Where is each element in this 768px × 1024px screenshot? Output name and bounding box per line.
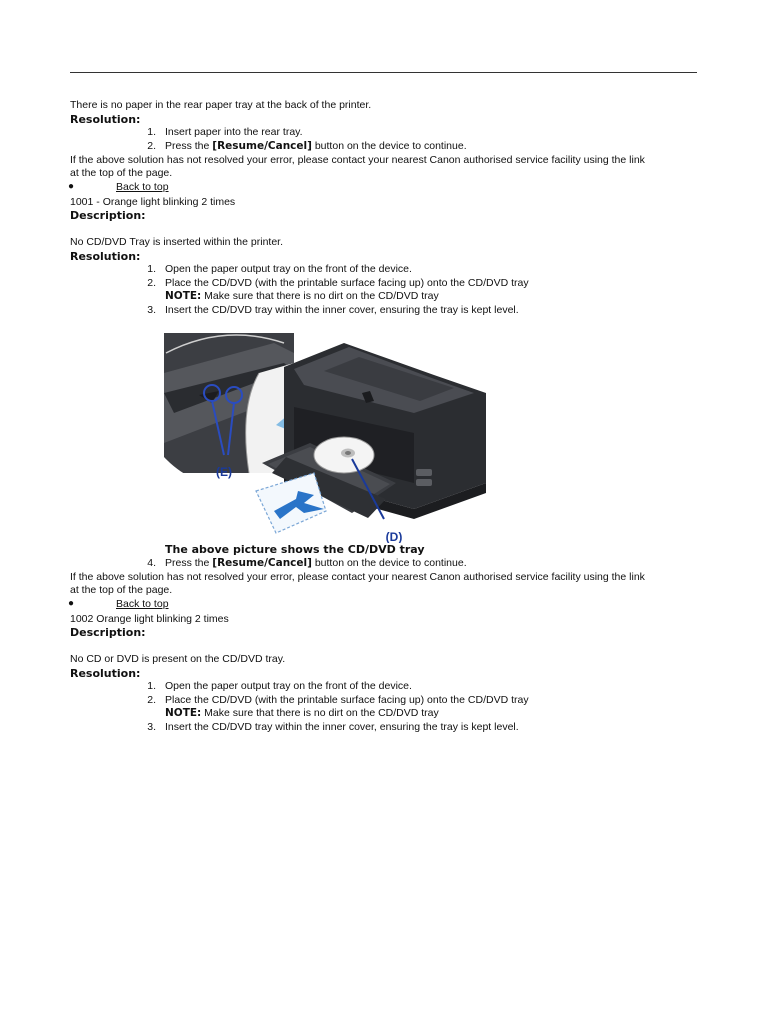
step-number: 3. xyxy=(147,304,156,316)
back-to-top-link[interactable]: Back to top xyxy=(116,598,169,610)
cd-dvd-tray-illustration xyxy=(164,333,488,543)
step-text: Insert paper into the rear tray. xyxy=(165,126,303,138)
top-divider xyxy=(70,72,697,73)
resume-cancel-label: [Resume/Cancel] xyxy=(212,140,312,152)
step-number: 1. xyxy=(147,680,156,692)
step-text: Open the paper output tray on the front of the device. xyxy=(165,263,412,275)
step-text: Press the [Resume/Cancel] button on the device to continue. xyxy=(165,557,467,569)
note-text: NOTE: Make sure that there is no dirt on the CD/DVD tray xyxy=(165,707,439,719)
resolution-heading: Resolution: xyxy=(70,667,141,680)
resolution-heading: Resolution: xyxy=(70,250,141,263)
contact-text: If the above solution has not resolved your error, please contact your nearest Canon authorised service facility using the link xyxy=(70,571,645,583)
step-text: Place the CD/DVD (with the printable surface facing up) onto the CD/DVD tray xyxy=(165,694,529,706)
resolution-heading: Resolution: xyxy=(70,113,141,126)
step-number: 3. xyxy=(147,721,156,733)
contact-text-cont: at the top of the page. xyxy=(70,584,173,596)
bullet-icon: ● xyxy=(68,598,75,609)
bullet-icon: ● xyxy=(68,181,75,192)
label-e: (E) xyxy=(216,465,232,479)
step-number: 1. xyxy=(147,126,156,138)
error-code-title: 1002 Orange light blinking 2 times xyxy=(70,613,229,625)
step-text: Insert the CD/DVD tray within the inner cover, ensuring the tray is kept level. xyxy=(165,304,519,316)
description-text: No CD/DVD Tray is inserted within the printer. xyxy=(70,236,283,248)
label-d: (D) xyxy=(385,530,403,543)
step-text: Open the paper output tray on the front of the device. xyxy=(165,680,412,692)
step-number: 2. xyxy=(147,694,156,706)
step-number: 2. xyxy=(147,277,156,289)
step-text: Press the [Resume/Cancel] button on the device to continue. xyxy=(165,140,467,152)
error-code-title: 1001 - Orange light blinking 2 times xyxy=(70,196,236,208)
resume-cancel-label: [Resume/Cancel] xyxy=(212,557,312,569)
step-number: 4. xyxy=(147,557,156,569)
step-text: Place the CD/DVD (with the printable surface facing up) onto the CD/DVD tray xyxy=(165,277,529,289)
step-number: 2. xyxy=(147,140,156,152)
back-to-top-link[interactable]: Back to top xyxy=(116,181,169,193)
contact-text-cont: at the top of the page. xyxy=(70,167,173,179)
figure-caption: The above picture shows the CD/DVD tray xyxy=(165,543,425,556)
step-text: Insert the CD/DVD tray within the inner cover, ensuring the tray is kept level. xyxy=(165,721,519,733)
intro-text: There is no paper in the rear paper tray at the back of the printer. xyxy=(70,99,372,111)
contact-text: If the above solution has not resolved your error, please contact your nearest Canon authorised service facility using the link xyxy=(70,154,645,166)
note-text: NOTE: Make sure that there is no dirt on the CD/DVD tray xyxy=(165,290,439,302)
description-text: No CD or DVD is present on the CD/DVD tray. xyxy=(70,653,286,665)
description-heading: Description: xyxy=(70,626,146,639)
step-number: 1. xyxy=(147,263,156,275)
description-heading: Description: xyxy=(70,209,146,222)
